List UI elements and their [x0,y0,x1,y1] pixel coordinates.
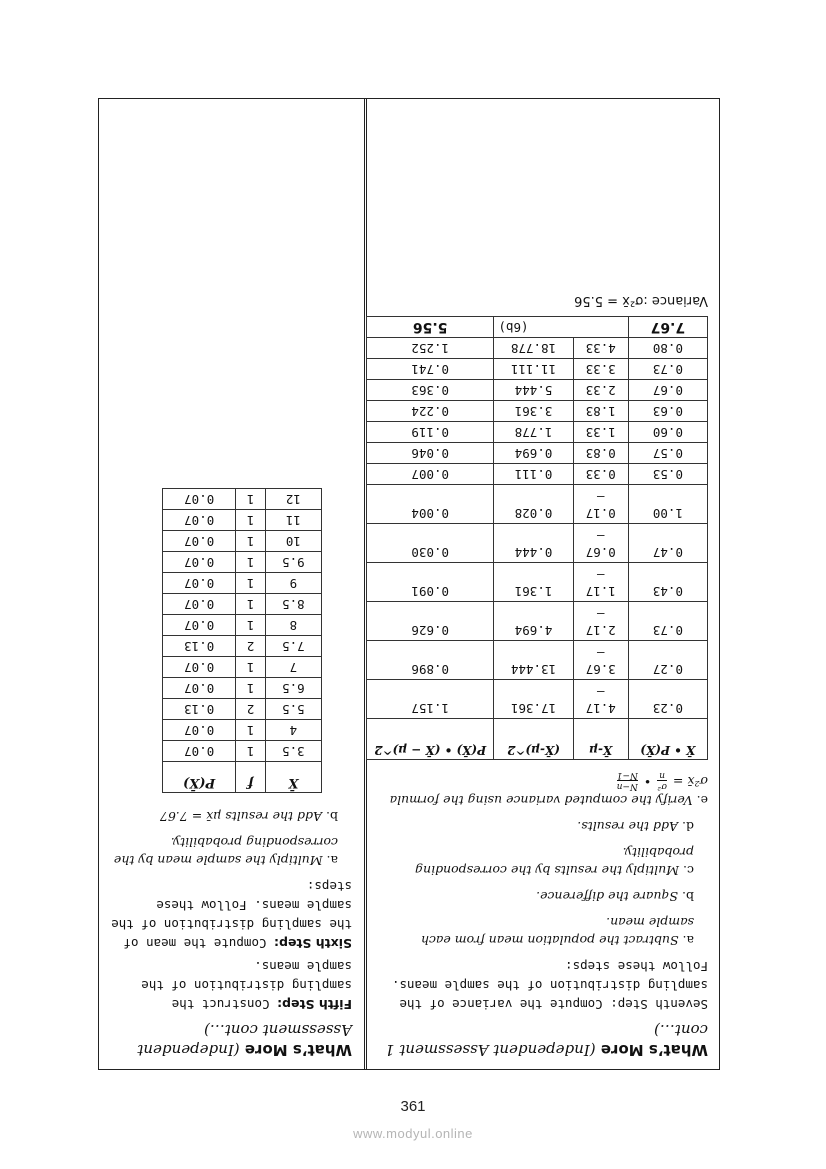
header-frequency: f [236,762,265,793]
table-cell: 1.252 [367,338,494,359]
step-a [378,913,708,949]
table-cell: 0.53 [628,464,707,485]
table-cell: 0.224 [367,401,494,422]
table-cell: 1.83 [573,401,628,422]
table-cell: 0.363 [367,380,494,401]
table-row [367,380,708,401]
table-cell: 0.07 [163,678,236,699]
table-cell: 0.23 [628,680,707,719]
table-row [367,338,708,359]
left-heading-italic: (Independent Assessment cont…) [137,1021,352,1059]
table-cell: 0.43 [628,563,707,602]
table-cell: 0.07 [163,552,236,573]
table-cell: 0.63 [628,401,707,422]
fifth-step-label: Fifth Step: [277,997,352,1012]
table-row [367,443,708,464]
table-cell: 0.004 [367,485,494,524]
table-cell: 0.091 [367,563,494,602]
table-cell: 0.07 [163,741,236,762]
formula-fraction-1 [657,770,667,791]
table-row [367,485,708,524]
variance-result: Variance :σ²x̄ = 5.56 [574,293,708,308]
table-cell: 0.694 [494,443,573,464]
step-c-label: c. [683,863,694,878]
table-cell: 0.007 [367,464,494,485]
table-row [163,573,322,594]
table-cell: 0.07 [163,531,236,552]
left-step-b-text: Add the results μx̄ = 7.67 [159,809,323,824]
table-cell: 0.07 [163,594,236,615]
step-c [378,843,708,879]
table-row [367,524,708,563]
table-cell: 1.361 [494,563,573,602]
step-e-label: e. [696,793,708,808]
table-row [163,741,322,762]
table-cell: 0.60 [628,422,707,443]
table-cell: 1 [236,594,265,615]
step-c-text: Multiply the results by the corresponding probability. [415,845,694,878]
left-heading-bold: What’s More [244,1041,352,1059]
table-cell: 0.030 [367,524,494,563]
table-cell: 1 [236,552,265,573]
table-cell: 4 [265,720,321,741]
table-cell: 17.361 [494,680,573,719]
table-cell: 0.07 [163,615,236,636]
header-xbar-mu: X̄-μ [573,719,628,760]
table-cell: 13.444 [494,641,573,680]
table-cell: 5.444 [494,380,573,401]
step-e-text: Verify the computed variance using the formula [389,793,693,808]
table-row [367,602,708,641]
table-row [367,359,708,380]
left-panel [102,100,362,1068]
step-e [378,770,708,809]
header-probability: P(X̄) [163,762,236,793]
page-number: 361 [400,1098,426,1115]
table-cell: 1 [236,678,265,699]
table-cell: 0.111 [494,464,573,485]
header-xbar-p: X̄ • P(X̄) [628,719,707,760]
table-row [367,422,708,443]
table-cell: 18.778 [494,338,573,359]
table-row [163,531,322,552]
variance-formula [615,770,708,791]
step-d-text: Add the results. [577,819,679,834]
table-cell: 2 [236,699,265,720]
table-cell: 9.5 [265,552,321,573]
sampling-table-header [163,762,322,793]
variance-table [366,316,708,760]
table-cell: 1 [236,531,265,552]
table-cell: 11 [265,510,321,531]
right-panel [370,100,716,1068]
formula-frac1-den: n [659,770,665,780]
table-row [163,615,322,636]
table-row [367,563,708,602]
table-cell: 1.17 – [573,563,628,602]
left-step-a-label: a. [326,853,338,868]
table-cell: 0.896 [367,641,494,680]
table-cell: 0.741 [367,359,494,380]
table-cell: 0.046 [367,443,494,464]
table-cell: 0.17 – [573,485,628,524]
variance-table-header [367,719,708,760]
formula-dot: • [643,774,652,789]
left-step-a-text: Multiply the sample mean by the corresponding probability. [113,835,338,868]
step-b-text: Square the difference. [536,889,679,904]
table-cell: 1 [236,657,265,678]
table-cell: 1 [236,720,265,741]
table-cell: 12 [265,489,321,510]
table-row [367,680,708,719]
table-cell: 0.27 [628,641,707,680]
table-cell: 1.33 [573,422,628,443]
seventh-step-text: Seventh Step: Compute the variance of the sampling distribution of the sample means. Follow these steps: [391,959,708,1012]
left-step-b [110,807,352,825]
table-cell: 3.33 [573,359,628,380]
table-cell: 7.5 [265,636,321,657]
formula-frac1-num: σ² [657,781,667,791]
table-cell: 0.07 [163,510,236,531]
table-cell: 0.67 – [573,524,628,563]
formula-frac2-num: N−n [616,781,638,791]
table-row [163,510,322,531]
table-row [163,552,322,573]
table-cell: 0.626 [367,602,494,641]
table-cell: 1 [236,615,265,636]
table-cell: 0.83 [573,443,628,464]
formula-fraction-2 [617,770,638,791]
table-cell: 0.444 [494,524,573,563]
table-cell: 0.57 [628,443,707,464]
left-heading [110,1020,352,1060]
formula-lhs: σ²x̄ = [672,774,708,789]
table-cell: 0.73 [628,359,707,380]
table-cell: 1 [236,741,265,762]
table-row [163,699,322,720]
table-row [163,594,322,615]
table-cell: 0.07 [163,720,236,741]
table-cell: 0.80 [628,338,707,359]
variance-table-total-row [367,317,708,338]
fifth-step [110,957,352,1014]
left-step-b-label: b. [326,809,338,824]
table-row [163,636,322,657]
table-row [163,678,322,699]
table-cell: 0.47 [628,524,707,563]
watermark: www.modyul.online [353,1126,473,1141]
table-cell: 5.5 [265,699,321,720]
step-d-label: d. [682,819,694,834]
table-cell: 0.73 [628,602,707,641]
table-cell: 1.00 [628,485,707,524]
table-cell: 0.13 [163,636,236,657]
table-cell: 0.33 [573,464,628,485]
sixth-step-text: Compute the mean of the sampling distribution of the sample means. Follow these steps: [111,879,352,951]
formula-frac2-den: N−1 [616,770,638,780]
table-cell: 1 [236,510,265,531]
table-cell: 10 [265,531,321,552]
table-cell: 7 [265,657,321,678]
step-b [378,887,708,905]
table-cell: 8.5 [265,594,321,615]
table-row [163,720,322,741]
table-cell: 6.5 [265,678,321,699]
table-cell: 8 [265,615,321,636]
table-cell: 0.028 [494,485,573,524]
table-cell: 0.67 [628,380,707,401]
table-row [367,464,708,485]
table-cell: 4.33 [573,338,628,359]
table-cell: 0.07 [163,657,236,678]
table-cell: 4.17 – [573,680,628,719]
table-cell: 9 [265,573,321,594]
sixth-step-label: Sixth Step: [274,936,352,951]
sampling-distribution-table [162,488,322,793]
right-heading [378,1020,708,1060]
fifth-step-text: Construct the sampling distribution of the sample means. [141,959,352,1012]
table-row [367,641,708,680]
table-cell: 0.13 [163,699,236,720]
table-cell: 3.5 [265,741,321,762]
step-a-label: a. [682,933,694,948]
table-cell: 1 [236,573,265,594]
table-cell: 4.694 [494,602,573,641]
table-cell: 0.07 [163,573,236,594]
table-cell: 11.111 [494,359,573,380]
table-row [367,401,708,422]
sixth-step [110,877,352,953]
left-step-a [110,833,352,869]
table-cell: 2.17 – [573,602,628,641]
table-row [163,657,322,678]
total-variance: 5.56 [367,317,494,338]
table-cell: 1.157 [367,680,494,719]
right-heading-italic: (Independent Assessment 1 cont…) [385,1021,708,1059]
table-cell: 1.778 [494,422,573,443]
table-cell: 2 [236,636,265,657]
table-cell: 1 [236,489,265,510]
table-cell: 3.361 [494,401,573,422]
step-d [378,817,708,835]
table-row [163,489,322,510]
header-weighted: P(X̄) • (X̄ − μ)^2 [367,719,494,760]
step-b-label: b. [682,889,694,904]
right-heading-bold: What’s More [600,1041,708,1059]
table-cell: 3.67 – [573,641,628,680]
table-cell: 0.07 [163,489,236,510]
step-a-text: Subtract the population mean from each sample mean. [420,915,694,948]
header-xbar: X̄ [265,762,321,793]
table-cell: 2.33 [573,380,628,401]
header-squared: (X̄-μ)^2 [494,719,573,760]
table-cell: 0.119 [367,422,494,443]
total-mean: 7.67 [628,317,707,338]
total-note: (6b) [494,317,628,338]
